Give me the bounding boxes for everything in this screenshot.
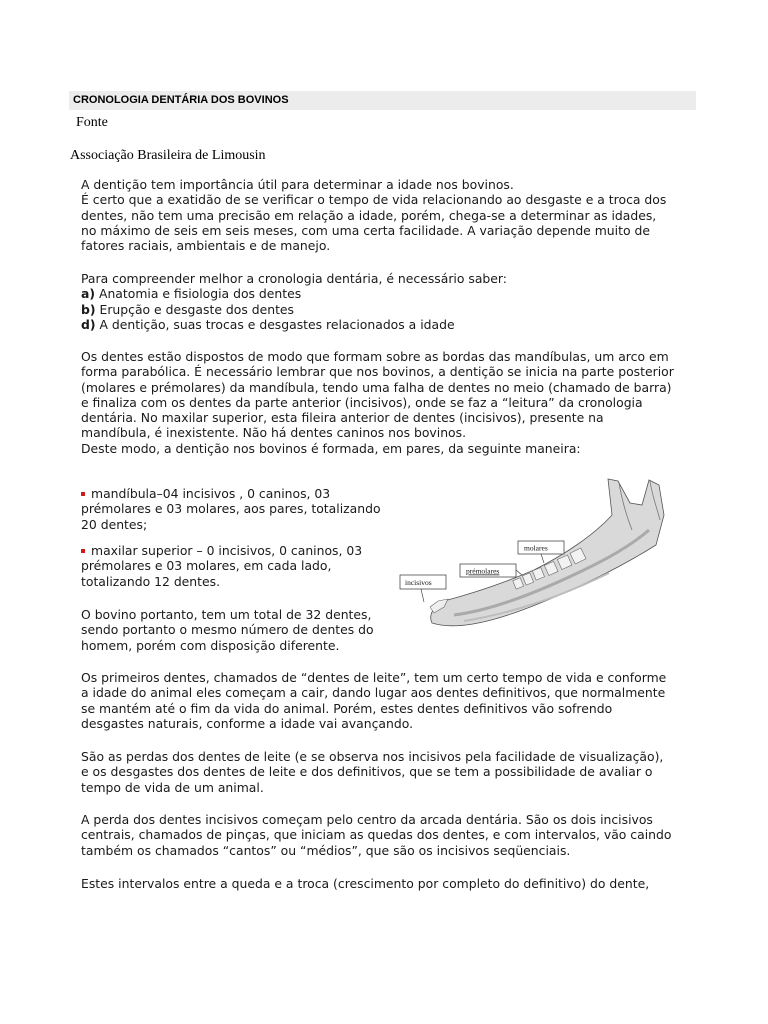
jaw-illustration — [394, 475, 686, 642]
list-item-text: Erupção e desgaste dos dentes — [95, 301, 295, 317]
list-item — [81, 286, 507, 301]
text-line: mandíbula, é inexistente. Não há dentes caninos nos bovinos. — [81, 425, 467, 441]
text-line: desgastes naturais, conforme a idade vai avançando. — [81, 715, 414, 731]
list-marker: d) — [81, 316, 96, 332]
text-line: maxilar superior – 0 incisivos, 0 caninos, 03 — [81, 543, 362, 558]
list-marker: a) — [81, 286, 96, 302]
text-line: prémolares e 03 molares, em cada lado, — [81, 558, 332, 574]
list-section — [81, 271, 507, 332]
text-line: e os desgastes dos dentes de leite e dos definitivos, que se tem a possibilidade de avaliar o — [81, 764, 653, 780]
text-line: a idade do animal eles começam a cair, dando lugar aos dentes definitivos, que normalmente — [81, 685, 666, 701]
bullet-icon — [81, 549, 85, 553]
text-line: É certo que a exatidão de se verificar o tempo de vida relacionando ao desgaste e a troca dos — [81, 192, 667, 208]
list-item — [81, 302, 507, 317]
intervals-paragraph — [81, 876, 649, 891]
intro-paragraph — [81, 177, 666, 253]
text-line: São as perdas dos dentes de leite (e se observa nos incisivos pela facilidade de visualização), — [81, 749, 664, 764]
text-line: Deste modo, a dentição nos bovinos é formada, em pares, da seguinte maneira: — [81, 440, 581, 456]
source-label: Fonte — [76, 115, 108, 130]
text-line: A dentição tem importância útil para determinar a idade nos bovinos. — [81, 177, 514, 192]
text-line: também os chamados “cantos” ou “médios”, que são os incisivos seqüenciais. — [81, 842, 571, 858]
text-line: dentes, não tem uma precisão em relação a idade, porém, chega-se a determinar as idades, — [81, 207, 657, 223]
jaw-diagram — [394, 475, 686, 642]
losses-paragraph — [81, 749, 663, 795]
bullet-mandibula — [81, 486, 381, 532]
text-line: totalizando 12 dentes. — [81, 573, 221, 589]
text-line: fatores raciais, ambientais e de manejo. — [81, 238, 331, 254]
list-item — [81, 317, 507, 332]
text-line: dentária. No maxilar superior, esta fileira anterior de dentes (incisivos), presente na — [81, 410, 604, 426]
text-line: A perda dos dentes incisivos começam pelo centro da arcada dentária. São os dois incisivos — [81, 812, 653, 827]
bullet-icon — [81, 492, 85, 496]
title-bar — [69, 91, 696, 110]
total-paragraph — [81, 607, 374, 653]
text-line: Os dentes estão dispostos de modo que formam sobre as bordas das mandíbulas, um arco em — [81, 349, 669, 364]
list-intro: Para compreender melhor a cronologia dentária, é necessário saber: — [81, 271, 507, 286]
text-line: Estes intervalos entre a queda e a troca (crescimento por completo do definitivo) do dente, — [81, 876, 650, 891]
text-line: homem, porém com disposição diferente. — [81, 637, 340, 653]
text-line: e finaliza com os dentes da parte anterior (incisivos), onde se faz a “leitura” da cronologia — [81, 394, 643, 410]
text-line: Os primeiros dentes, chamados de “dentes de leite”, tem um certo tempo de vida e conforme — [81, 670, 667, 685]
text-line: centrais, chamados de pinças, que iniciam as quedas dos dentes, e com intervalos, vão caindo — [81, 827, 672, 843]
list-marker: b) — [81, 301, 96, 317]
text-line: O bovino portanto, tem um total de 32 dentes, — [81, 607, 372, 622]
text-line: se mantém até o fim da vida do animal. Porém, estes dentes definitivos vão sofrendo — [81, 700, 613, 716]
text-line: mandíbula–04 incisivos , 0 caninos, 03 — [81, 486, 381, 501]
text-line: (molares e prémolares) da mandíbula, tendo uma falha de dentes no meio (chamado de barra) — [81, 379, 672, 395]
text-line: no máximo de seis em seis meses, com uma certa facilidade. A variação depende muito de — [81, 222, 650, 238]
text-line: forma parabólica. É necessário lembrar que nos bovinos, a dentição se inicia na parte posterior — [81, 364, 674, 380]
incisors-paragraph — [81, 812, 671, 858]
bullet-maxilar — [81, 543, 362, 589]
list-item-text: Anatomia e fisiologia dos dentes — [95, 286, 302, 302]
list-item-text: A dentição, suas trocas e desgastes relacionados a idade — [95, 316, 455, 332]
text-line: sendo portanto o mesmo número de dentes do — [81, 622, 374, 638]
milk-teeth-paragraph — [81, 670, 666, 731]
text-line: 20 dentes; — [81, 516, 148, 532]
source-name: Associação Brasileira de Limousin — [70, 148, 266, 163]
text-line: prémolares e 03 molares, aos pares, totalizando — [81, 501, 381, 517]
label-incisivos: incisivos — [405, 578, 432, 587]
label-premolares: prémolares — [466, 566, 500, 576]
text-line: tempo de vida de um animal. — [81, 779, 264, 795]
label-molares: molares — [524, 543, 548, 553]
page-title: CRONOLOGIA DENTÁRIA DOS BOVINOS — [73, 94, 289, 106]
arrangement-paragraph — [81, 349, 674, 456]
